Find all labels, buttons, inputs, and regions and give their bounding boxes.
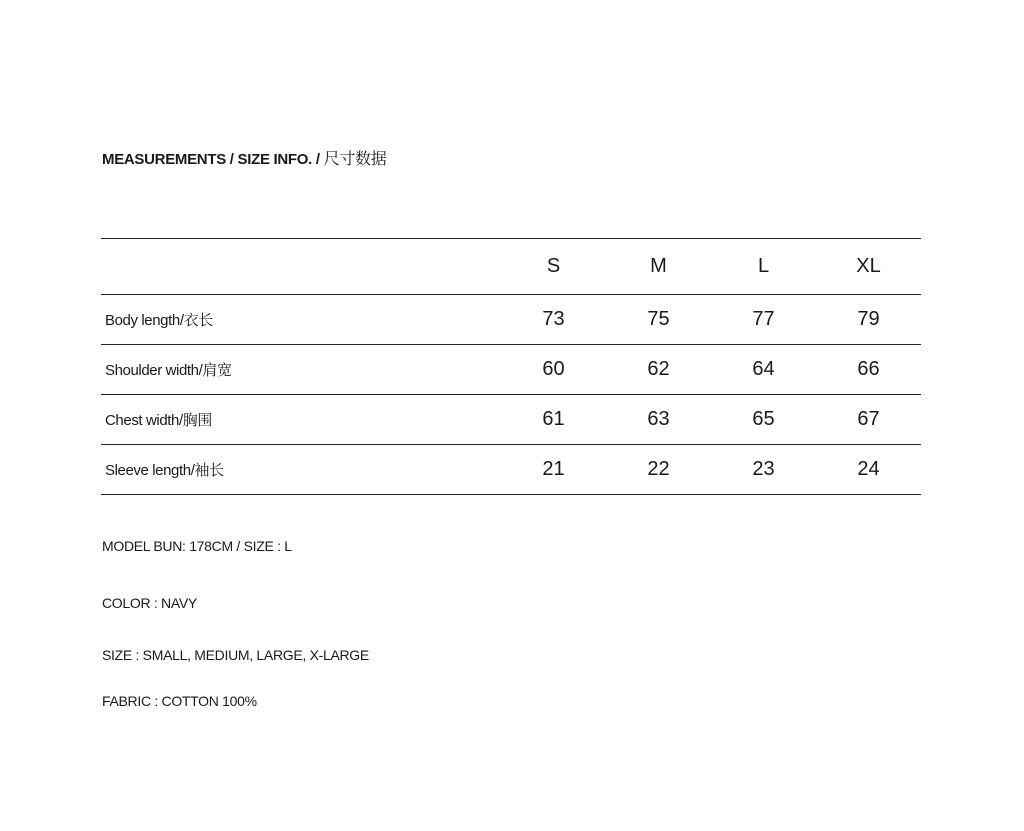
table-cell: 62: [606, 345, 711, 395]
table-cell: 22: [606, 445, 711, 495]
table-cell: 60: [501, 345, 606, 395]
size-table: [101, 238, 921, 495]
size-header-row: [101, 239, 921, 295]
table-cell: 64: [711, 345, 816, 395]
row-label-chest-width: Chest width/胸围: [101, 395, 501, 445]
table-cell: 67: [816, 395, 921, 445]
size-header-l: L: [711, 239, 816, 295]
table-cell: 77: [711, 295, 816, 345]
row-label-shoulder-width: Shoulder width/肩宽: [101, 345, 501, 395]
table-cell: 24: [816, 445, 921, 495]
color-info: COLOR : NAVY: [102, 595, 197, 611]
page-title-en: MEASUREMENTS / SIZE INFO. /: [102, 151, 324, 168]
empty-header-cell: [101, 239, 501, 295]
table-row: [101, 345, 921, 395]
table-cell: 21: [501, 445, 606, 495]
table-cell: 66: [816, 345, 921, 395]
table-cell: 75: [606, 295, 711, 345]
page-title: [102, 146, 386, 169]
size-header-xl: XL: [816, 239, 921, 295]
size-info: SIZE : SMALL, MEDIUM, LARGE, X-LARGE: [102, 647, 369, 663]
table-cell: 63: [606, 395, 711, 445]
size-header-s: S: [501, 239, 606, 295]
table-cell: 79: [816, 295, 921, 345]
row-label-body-length: Body length/衣长: [101, 295, 501, 345]
table-row: [101, 295, 921, 345]
table-row: [101, 445, 921, 495]
table-cell: 61: [501, 395, 606, 445]
fabric-info: FABRIC : COTTON 100%: [102, 693, 257, 709]
model-info: MODEL BUN: 178CM / SIZE : L: [102, 538, 292, 554]
table-cell: 65: [711, 395, 816, 445]
table-cell: 73: [501, 295, 606, 345]
row-label-sleeve-length: Sleeve length/袖长: [101, 445, 501, 495]
table-row: [101, 395, 921, 445]
page-title-cn: 尺寸数据: [323, 149, 387, 168]
table-cell: 23: [711, 445, 816, 495]
size-header-m: M: [606, 239, 711, 295]
